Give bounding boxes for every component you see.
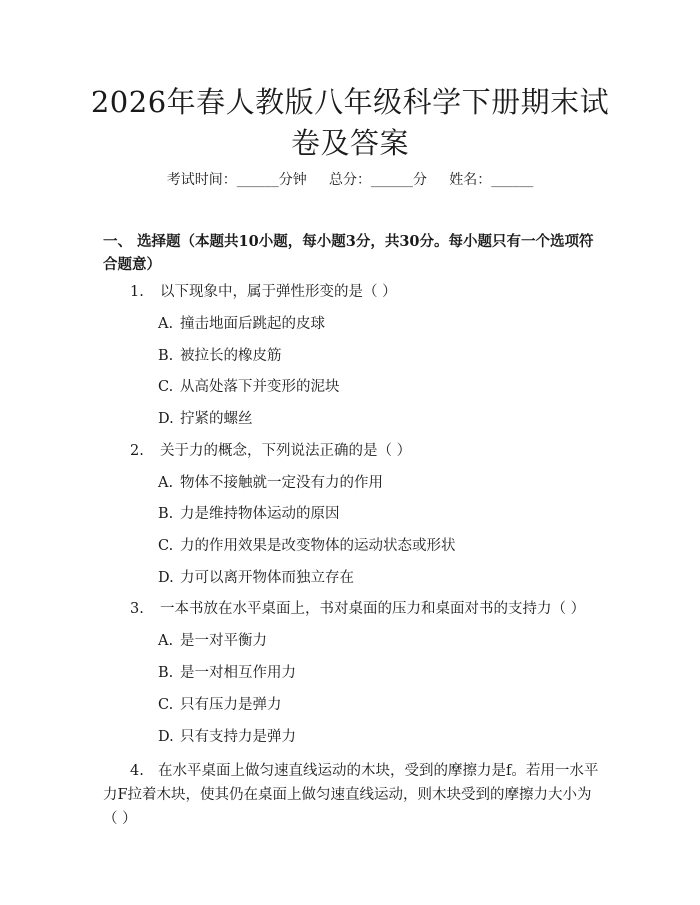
option-text: 从高处落下并变形的泥块 [180, 379, 340, 395]
question-1-option-d [158, 409, 253, 429]
option-text: 物体不接触就一定没有力的作用 [180, 475, 383, 491]
question-3-option-b [158, 663, 296, 683]
option-letter: A. [158, 475, 174, 491]
question-number: 3. [130, 601, 144, 617]
option-letter: B. [158, 348, 174, 364]
option-text: 是一对相互作用力 [180, 665, 296, 681]
question-1 [130, 282, 397, 302]
option-text: 只有压力是弹力 [180, 697, 282, 713]
question-1-option-b [158, 346, 282, 366]
section-heading: 一、 选择题（本题共10小题，每小题3分，共30分。每小题只有一个选项符合题意） [103, 233, 594, 273]
question-2 [130, 441, 411, 461]
question-text: 在水平桌面上做匀速直线运动的木块，受到的摩擦力是f。若用一水平力F拉着木块，使其仍在桌面上做匀速直线运动，则木块受到的摩擦力大小为（ ） [103, 763, 599, 827]
option-letter: B. [158, 506, 174, 522]
question-number: 1. [130, 284, 144, 300]
option-letter: D. [158, 729, 174, 745]
question-text: 以下现象中，属于弹性形变的是（ ） [160, 284, 397, 300]
option-text: 撞击地面后跳起的皮球 [180, 316, 325, 332]
page-title: 2026年春人教版八年级科学下册期末试卷及答案 [90, 85, 610, 160]
option-text: 是一对平衡力 [180, 633, 267, 649]
option-text: 力的作用效果是改变物体的运动状态或形状 [180, 538, 456, 554]
exam-info-line: 考试时间：______分钟 总分：______分 姓名：______ [166, 172, 534, 188]
question-text: 关于力的概念，下列说法正确的是（ ） [160, 443, 412, 459]
option-text: 只有支持力是弹力 [180, 729, 296, 745]
option-text: 力可以离开物体而独立存在 [180, 570, 354, 586]
option-letter: C. [158, 697, 174, 713]
question-2-option-c [158, 536, 456, 556]
option-text: 被拉长的橡皮筋 [180, 348, 282, 364]
question-1-option-a [158, 314, 325, 334]
question-text: 一本书放在水平桌面上，书对桌面的压力和桌面对书的支持力（ ） [160, 601, 586, 617]
option-letter: B. [158, 665, 174, 681]
question-number: 2. [130, 443, 144, 459]
question-number: 4. [130, 763, 144, 779]
option-letter: C. [158, 538, 174, 554]
question-2-option-d [158, 568, 354, 588]
option-text: 拧紧的螺丝 [180, 411, 253, 427]
question-3-option-a [158, 631, 267, 651]
option-letter: D. [158, 570, 174, 586]
question-1-option-c [158, 377, 340, 397]
question-2-option-b [158, 504, 340, 524]
option-letter: A. [158, 316, 174, 332]
question-3-option-c [158, 695, 282, 715]
question-3-option-d [158, 727, 296, 747]
question-4 [103, 759, 601, 831]
option-letter: C. [158, 379, 174, 395]
question-3 [130, 599, 585, 619]
option-letter: A. [158, 633, 174, 649]
option-letter: D. [158, 411, 174, 427]
option-text: 力是维持物体运动的原因 [180, 506, 340, 522]
question-2-option-a [158, 473, 383, 493]
